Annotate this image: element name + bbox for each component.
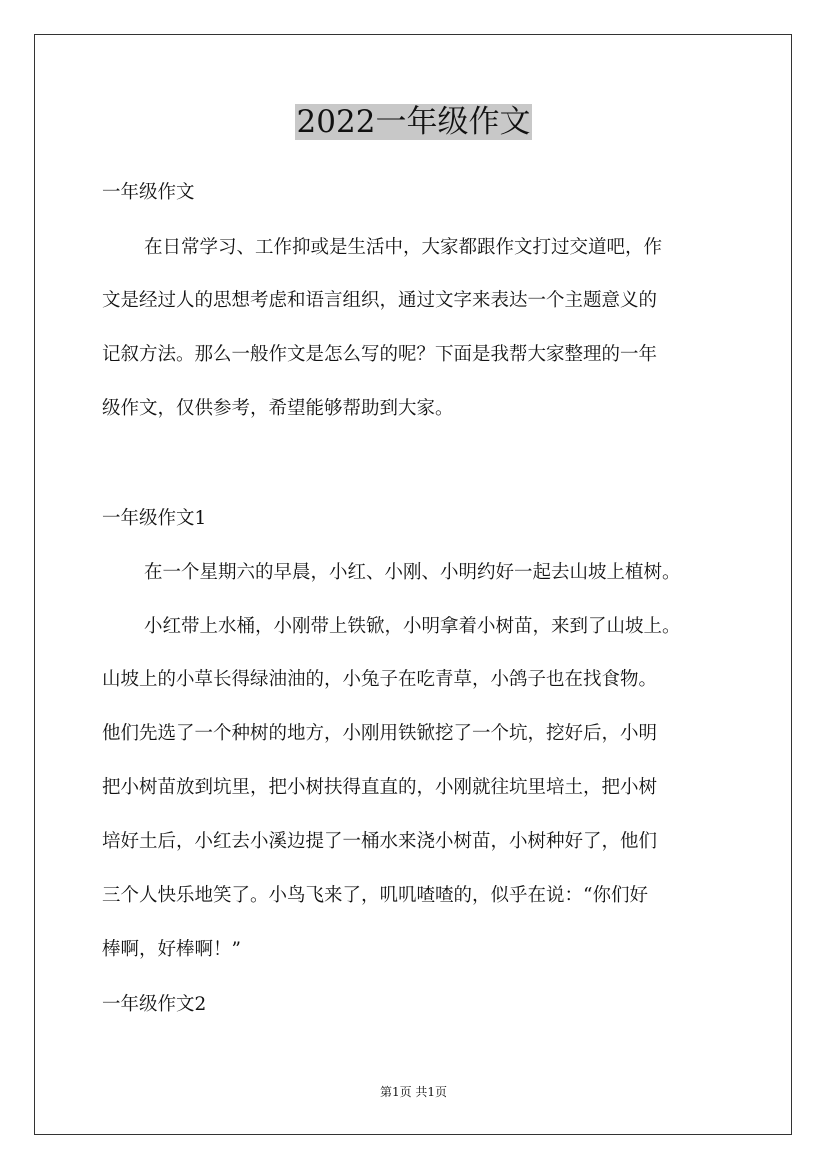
paragraph-line: 三个人快乐地笑了。小鸟飞来了，叽叽喳喳的，似乎在说：“你们好 (102, 885, 648, 906)
section-heading-2: 一年级作文2 (102, 994, 207, 1015)
paragraph-line: 棒啊，好棒啊！” (102, 939, 241, 960)
paragraph-line: 记叙方法。那么一般作文是怎么写的呢？下面是我帮大家整理的一年 (102, 344, 658, 365)
document-title-text: 2022一年级作文 (296, 104, 531, 140)
document-title (0, 100, 827, 144)
paragraph-line: 山坡上的小草长得绿油油的，小兔子在吃青草，小鸽子也在找食物。 (102, 669, 658, 690)
page-footer: 第1页 共1页 (379, 1085, 448, 1099)
paragraph-line: 小红带上水桶，小刚带上铁锨，小明拿着小树苗，来到了山坡上。 (144, 616, 681, 637)
section-heading-1: 一年级作文1 (102, 508, 207, 529)
paragraph-line: 在日常学习、工作抑或是生活中，大家都跟作文打过交道吧，作 (144, 237, 663, 258)
section-heading-intro: 一年级作文 (102, 182, 195, 203)
paragraph-line: 把小树苗放到坑里，把小树扶得直直的，小刚就往坑里培土，把小树 (102, 777, 658, 798)
paragraph-line: 在一个星期六的早晨，小红、小刚、小明约好一起去山坡上植树。 (144, 562, 681, 583)
paragraph-line: 他们先选了一个种树的地方，小刚用铁锨挖了一个坑，挖好后，小明 (102, 723, 658, 744)
paragraph-line: 文是经过人的思想考虑和语言组织，通过文字来表达一个主题意义的 (102, 290, 658, 311)
paragraph-line: 级作文，仅供参考，希望能够帮助到大家。 (102, 398, 454, 419)
paragraph-line: 培好土后，小红去小溪边提了一桶水来浇小树苗，小树种好了，他们 (102, 831, 658, 852)
